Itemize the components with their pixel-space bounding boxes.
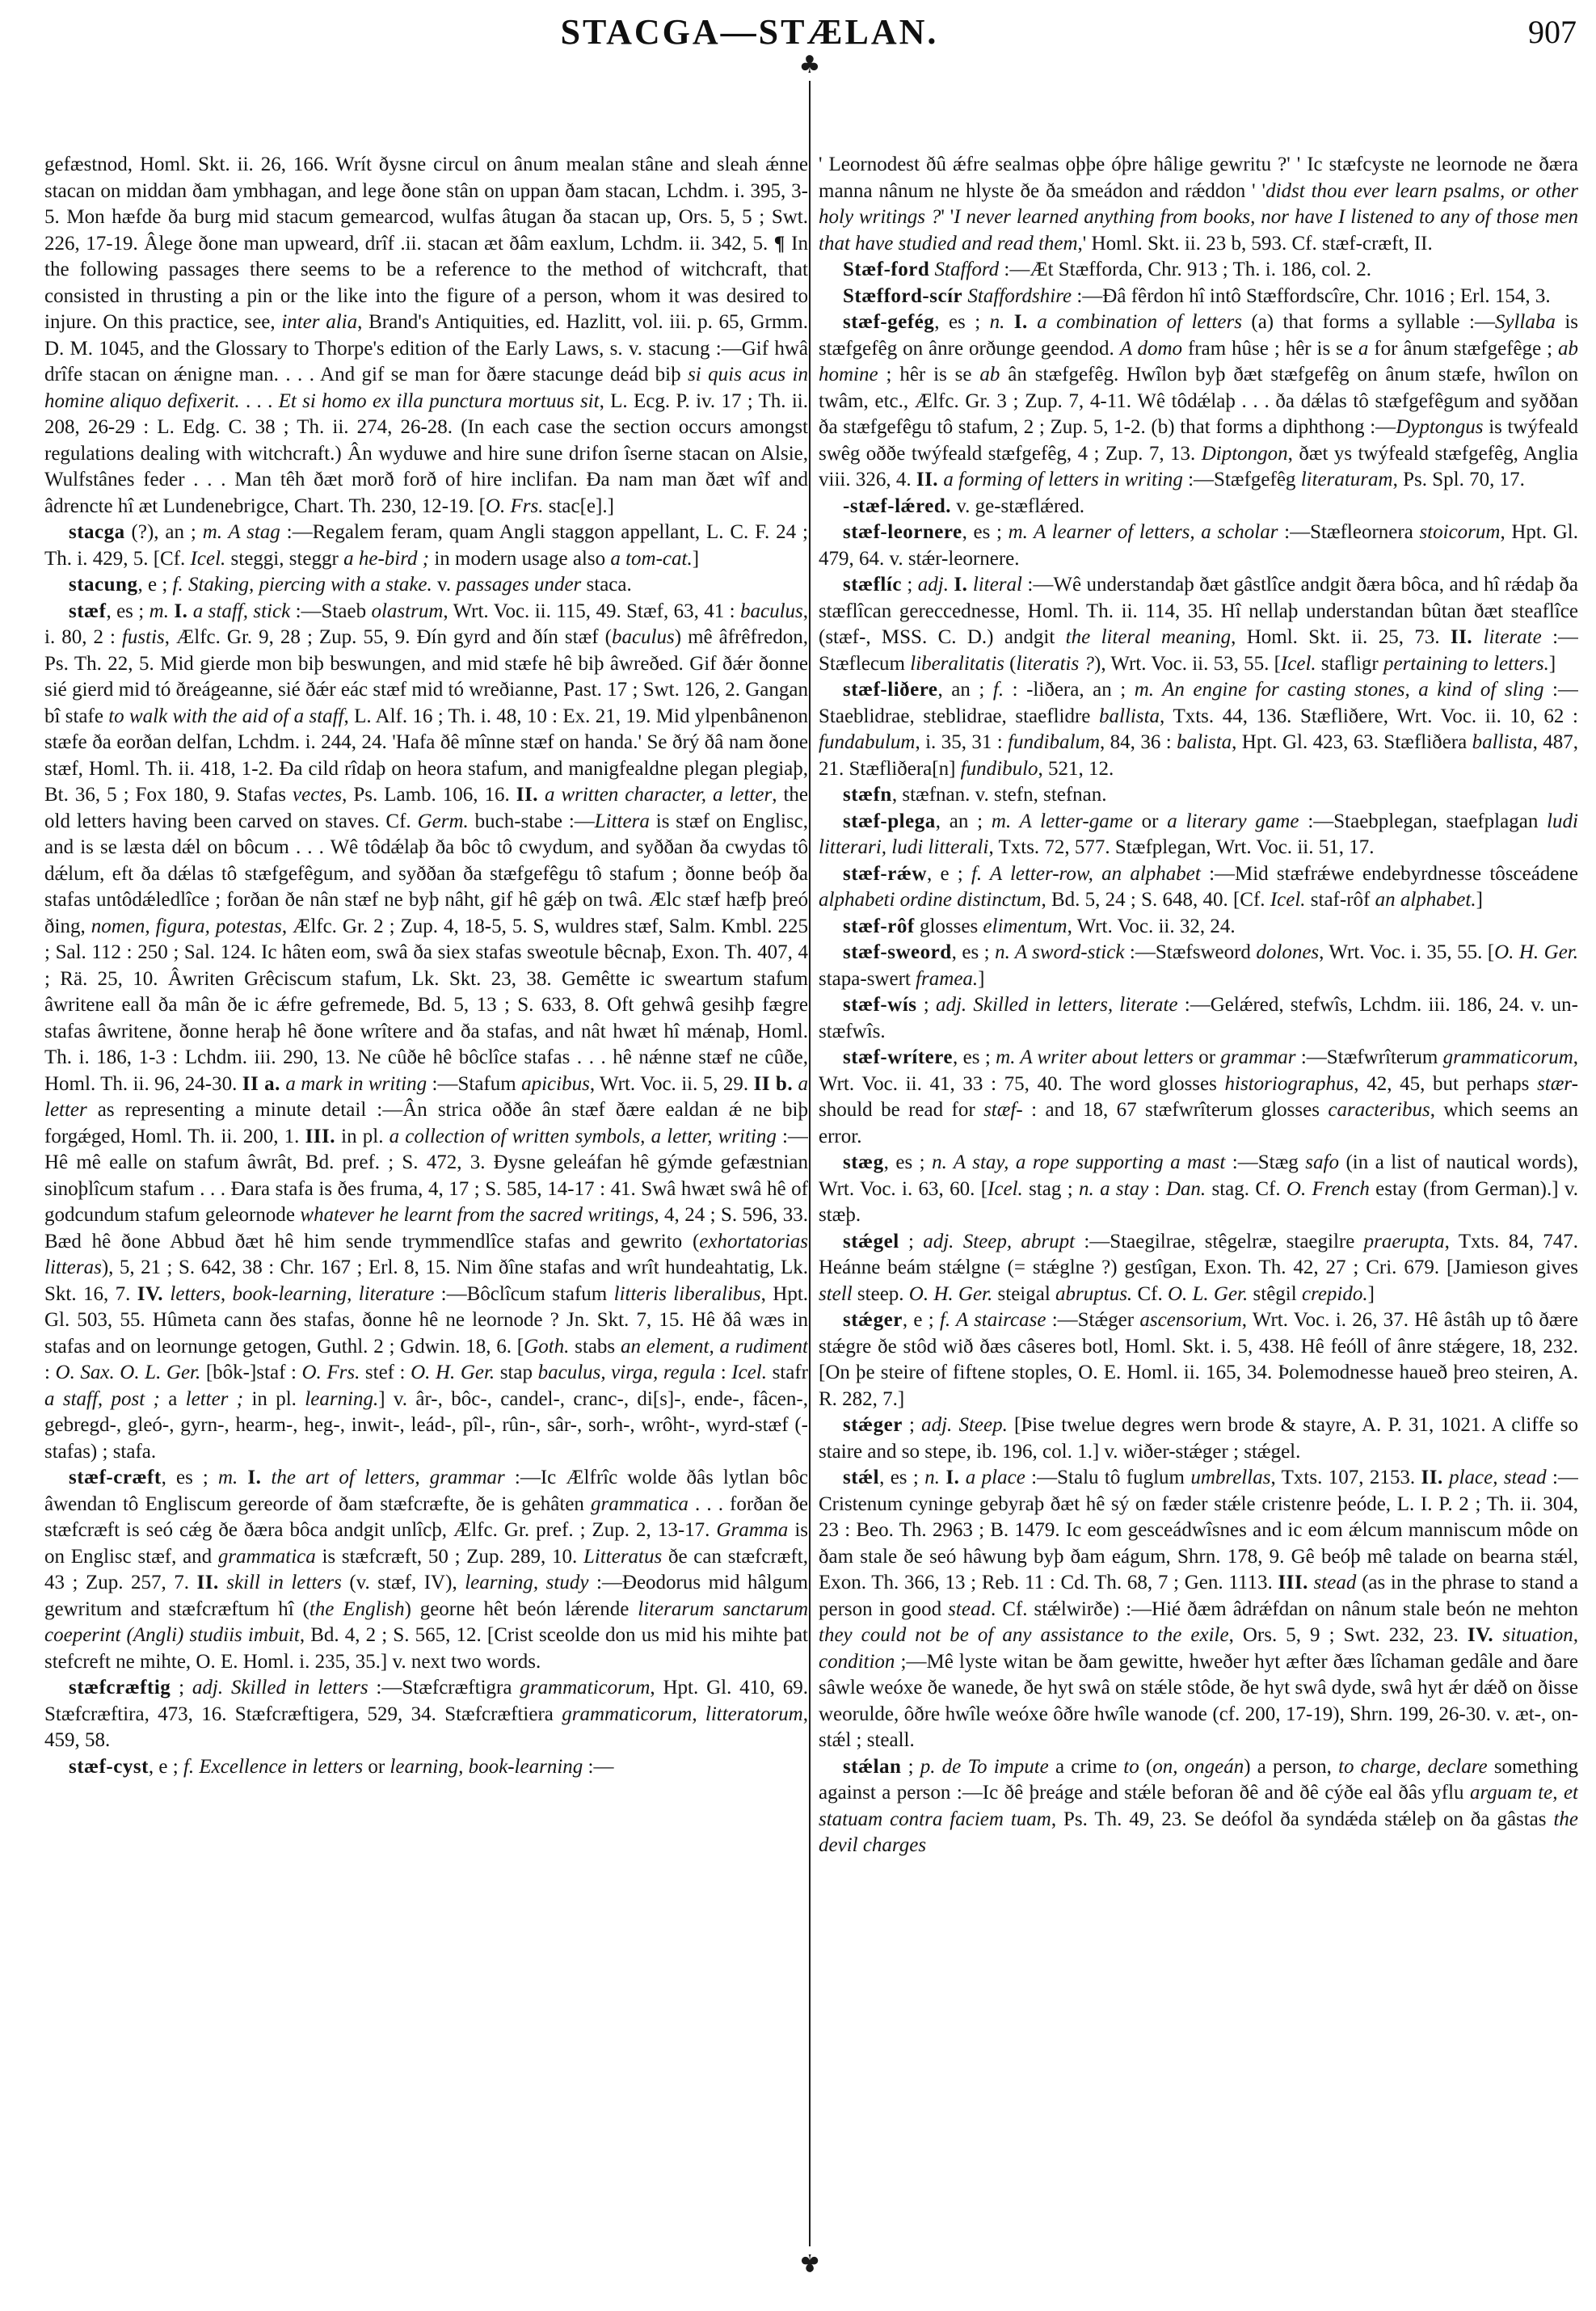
italic-run: on, ongeán	[1152, 1755, 1244, 1778]
italic-run: m. An engine for casting stones, a kind of sling	[1134, 679, 1544, 701]
italic-run: I never learned anything from books, nor have I listened to any of those men that have studied and read them	[819, 206, 1578, 255]
dictionary-entry: stæf-wrítere, es ; m. A writer about letters or grammar :—Stæfwrîterum grammaticorum, Wrt. Voc. ii. 41, 33 : 75, 40. The word glosses historiographus, 42, 45, but perhaps stær- should be read for stæf- : and 18, 67 stæfwrîterum glosses caracteribus, which seems an error.	[819, 1046, 1578, 1147]
italic-run: O. Frs.	[485, 495, 544, 517]
bold-run: stǽger	[843, 1414, 903, 1436]
italic-run: O. H. Ger.	[411, 1362, 495, 1383]
dictionary-entry: stæf-rǽw, e ; f. A letter-row, an alphabet :—Mid stæfrǽwe endebyrdnesse tôsceádene alphabeti ordine distinctum, Bd. 5, 24 ; S. 648, 40. [Cf. Icel. staf-rôf an alphabet.]	[819, 862, 1578, 911]
dictionary-entry: stǽger, e ; f. A staircase :—Stǽger ascensorium, Wrt. Voc. i. 26, 37. Hê âstâh up tô ðære stǽgre ðe stôd wið ðæs câseres botl, Homl. Skt. i. 5, 438. Hê feóll of ânre stǽgere, 18, 232. [On þe steire of fiftene stoples, O. E. Homl. ii. 165, 34. Þolemodnesse haueð þreo steiren, A. R. 282, 7.]	[819, 1309, 1578, 1410]
dictionary-entry: stǽlan ; p. de To impute a crime to (on, ongeán) a person, to charge, declare something against a person :—Ic ðê þreáge and stǽle beforan ðê and ðê cýðe eal ðâs yflu arguam te, et statuam contra faciem tuam, Ps. Th. 49, 23. Se deófol ða syndǽda stǽleþ on ða gâstas the devil charges	[819, 1755, 1578, 1856]
italic-run: f.	[992, 679, 1004, 701]
italic-run: Et si homo ex illa punctura mortuus sit	[278, 389, 600, 412]
dictionary-entry: Stæf-ford Stafford :—Æt Stæfforda, Chr. 913 ; Th. i. 186, col. 2.	[843, 259, 1372, 280]
bold-run: stæf	[69, 600, 107, 622]
italic-run: a staff, post ;	[44, 1387, 160, 1410]
italic-run: to charge, declare	[1338, 1755, 1488, 1778]
italic-run: a letter	[44, 1072, 808, 1121]
dictionary-entry: stǽger ; adj. Steep. [Þise twelue degres wern brode & stayre, A. P. 31, 1021. A cliffe so staire and so stepe, ib. 196, col. 1.] v. wiðer-stǽger ; stǽgel.	[819, 1414, 1578, 1463]
bold-run: I.	[954, 574, 968, 596]
italic-run: O. L. Ger.	[1167, 1282, 1249, 1305]
italic-run: a he-bird ;	[343, 547, 430, 570]
italic-run: stær-	[1537, 1072, 1578, 1095]
italic-run: Icel.	[1270, 889, 1306, 911]
italic-run: literatis ?	[1016, 652, 1094, 675]
italic-run: baculus, virga, regula	[537, 1362, 716, 1383]
italic-run: Dan.	[1165, 1177, 1206, 1200]
italic-run: vectes	[293, 784, 343, 806]
italic-run: m.	[217, 1467, 238, 1488]
italic-run: learning, study	[465, 1572, 589, 1593]
italic-run: passages under	[456, 574, 582, 596]
italic-run: Stafford	[934, 259, 1000, 280]
italic-run: n.	[989, 311, 1005, 333]
italic-run: baculus	[739, 600, 803, 622]
bold-run: IV.	[1467, 1624, 1494, 1646]
italic-run: ludi litterari, ludi litterali	[819, 810, 1578, 858]
bold-run: stæfn	[843, 784, 892, 806]
bold-run: stæf-plega	[843, 810, 936, 832]
italic-run: caracteribus	[1328, 1099, 1430, 1121]
bold-run: stæf-leornere	[843, 521, 962, 543]
italic-run: a written character, a letter	[544, 784, 773, 806]
dictionary-entry: stæg, es ; n. A stay, a rope supporting a mast :—Stæg safo (in a list of nautical words), Wrt. Voc. i. 63, 60. [Icel. stag ; n. a stay : Dan. stag. Cf. O. French estay (from German).] v. stæþ.	[819, 1151, 1578, 1226]
italic-run: literaturam	[1300, 469, 1393, 490]
bold-run: stǽgel	[843, 1230, 899, 1252]
italic-run: grammaticorum, litteratorum	[562, 1703, 803, 1725]
dictionary-entry: stæf-leornere, es ; m. A learner of letters, a scholar :—Stæfleornera stoicorum, Hpt. Gl. 479, 64. v. stǽr-leornere.	[819, 521, 1578, 570]
bold-run: Stæfford-scír	[843, 284, 963, 307]
italic-run: stead	[1313, 1572, 1357, 1593]
dictionary-entry: stæflíc ; adj. I. literal :—Wê understandaþ ðæt gâstlîce andgit ðæra bôca, and hî rǽdaþ ða stæflîcan gereccednesse, Homl. Th. ii. 114, 35. Hî nellaþ understandan bûtan ðæt steaflîce (stæf-, MSS. C. D.) andgit the literal meaning, Homl. Skt. ii. 25, 73. II. literate :—Stæflecum liberalitatis (literatis ?), Wrt. Voc. ii. 53, 55. [Icel. stafligr pertaining to letters.]	[819, 574, 1578, 675]
italic-run: adj. Skilled in letters, literate	[935, 994, 1178, 1016]
italic-run: dolones	[1256, 941, 1320, 963]
dictionary-entry: stæf-plega, an ; m. A letter-game or a literary game :—Staebplegan, staefplagan ludi litterari, ludi litterali, Txts. 72, 577. Stæfplegan, Wrt. Voc. ii. 51, 17.	[819, 810, 1578, 858]
dictionary-entry: stæfcræftig ; adj. Skilled in letters :—Stæfcræftigra grammaticorum, Hpt. Gl. 410, 69. Stæfcræftira, 473, 16. Stæfcræftigera, 529, 34. Stæfcræftiera grammaticorum, litteratorum, 459, 58.	[44, 1677, 808, 1751]
bold-run: stacung	[69, 574, 138, 596]
italic-run: stead	[948, 1597, 991, 1620]
italic-run: crepido.	[1301, 1282, 1368, 1305]
italic-run: ballista	[1099, 705, 1160, 727]
italic-run: apicibus	[521, 1072, 590, 1095]
italic-run: place, stead	[1449, 1467, 1547, 1488]
italic-run: literate	[1483, 626, 1542, 648]
bold-run: II.	[196, 1572, 219, 1593]
bold-run: I.	[945, 1467, 960, 1488]
bold-run: stæf-sweord	[843, 941, 952, 963]
italic-run: Goth.	[524, 1335, 570, 1358]
bold-run: stǽger	[843, 1309, 903, 1331]
italic-run: n.	[924, 1467, 940, 1488]
bold-run: III.	[305, 1125, 336, 1147]
dictionary-entry: stacung, e ; f. Staking, piercing with a stake. v. passages under staca.	[69, 574, 632, 596]
italic-run: fundabulum	[819, 731, 916, 753]
italic-run: a combination of letters	[1037, 311, 1242, 333]
italic-run: olastrum	[371, 600, 444, 622]
italic-run: liberalitatis	[910, 652, 1004, 675]
italic-run: balista	[1177, 731, 1232, 753]
italic-run: literal	[972, 574, 1022, 596]
italic-run: Dyptongus	[1396, 416, 1484, 438]
italic-run: Staffordshire	[967, 284, 1072, 307]
italic-run: grammaticorum	[520, 1677, 651, 1699]
italic-run: grammaticorum	[1442, 1046, 1573, 1068]
italic-run: to	[1123, 1755, 1139, 1778]
trefoil-ornament-top: ♣	[798, 51, 821, 79]
italic-run: Gramma	[716, 1519, 789, 1541]
italic-run: exhortatorias litteras	[44, 1230, 808, 1278]
italic-run: O. Sax. O. L. Ger.	[55, 1362, 201, 1383]
bold-run: stæf-gefég	[843, 311, 935, 333]
italic-run: f. Staking, piercing with a stake.	[172, 574, 432, 596]
italic-run: the devil charges	[819, 1808, 1578, 1856]
italic-run: m. A letter-game	[991, 810, 1133, 832]
italic-run: Diptongon	[1201, 442, 1288, 465]
italic-run: the art of letters, grammar	[271, 1467, 505, 1488]
italic-run: f. A letter-row, an alphabet	[971, 862, 1201, 885]
italic-run: safo	[1305, 1151, 1339, 1173]
italic-run: m. A writer about letters	[996, 1046, 1194, 1068]
italic-run: ab homine	[819, 337, 1578, 385]
italic-run: ballista	[1472, 731, 1533, 753]
italic-run: to walk with the aid of a staff	[108, 705, 344, 727]
italic-run: skill in letters	[226, 1572, 342, 1593]
italic-run: umbrellas	[1190, 1467, 1271, 1488]
bold-run: stæg	[843, 1151, 884, 1173]
dictionary-entry: stǽgel ; adj. Steep, abrupt :—Staegilrae, stêgelræ, staegilre praerupta, Txts. 84, 747. Heánne beám stǽlgne (= stǽglne ?) gestîgan, Exon. Th. 42, 27 ; Cri. 679. [Jamieson gives stell steep. O. H. Ger. steigal abruptus. Cf. O. L. Ger. stêgil crepido.]	[819, 1230, 1578, 1305]
italic-run: m.	[149, 600, 169, 622]
italic-run: n. A stay, a rope supporting a mast	[932, 1151, 1226, 1173]
italic-run: Littera	[594, 810, 650, 832]
italic-run: Icel.	[190, 547, 226, 570]
italic-run: Litteratus	[583, 1545, 663, 1568]
bold-run: stǽlan	[843, 1755, 902, 1778]
bold-run: I.	[1013, 311, 1028, 333]
italic-run: arguam te, et statuam contra faciem tuam	[819, 1782, 1578, 1830]
bold-run: stǽl	[843, 1467, 880, 1488]
italic-run: Icel.	[987, 1177, 1023, 1200]
italic-run: literarum sanctarum coeperint (Angli) studiis imbuit	[44, 1597, 808, 1646]
bold-run: stæf-liðere	[843, 679, 938, 701]
italic-run: inter alia	[281, 311, 358, 333]
italic-run: fustis	[121, 626, 165, 648]
italic-run: they could not be of any assistance to the exile	[819, 1624, 1229, 1646]
bold-run: II.	[1450, 626, 1473, 648]
italic-run: ab	[979, 364, 1000, 385]
bold-run: I.	[247, 1467, 262, 1488]
bold-run: -stæf-lǽred.	[843, 495, 951, 517]
dictionary-entry: stæf-wís ; adj. Skilled in letters, literate :—Gelǽred, stefwîs, Lchdm. iii. 186, 24. v. un-stæfwîs.	[819, 994, 1578, 1042]
italic-run: alphabeti ordine distinctum	[819, 889, 1042, 911]
italic-run: historiographus	[1224, 1072, 1354, 1095]
bold-run: stæflíc	[843, 574, 902, 596]
dictionary-entry: stacga (?), an ; m. A stag :—Regalem feram, quam Angli staggon appellant, L. C. F. 24 ; Th. i. 429, 5. [Cf. Icel. steggi, steggr a he-bird ; in modern usage also a tom-cat.]	[44, 521, 808, 570]
italic-run: grammar	[1220, 1046, 1296, 1068]
italic-run: baculus	[611, 626, 675, 648]
italic-run: a tom-cat.	[610, 547, 693, 570]
bold-run: II.	[516, 784, 538, 806]
bold-run: stacga	[69, 521, 125, 543]
italic-run: n. a stay	[1079, 1177, 1149, 1200]
dictionary-entry: stæf-gefég, es ; n. I. a combination of letters (a) that forms a syllable :—Syllaba is stæfgefêg on ânre orðunge geendod. A domo fram hûse ; hêr is se a for ânum stæfgefêge ; ab homine ; hêr is se ab ân stæfgefêg. Hwîlon byþ ðæt stæfgefêg on ânum stæfe, hwîlon on twâm, etc., Ælfc. Gr. 3 ; Zup. 7, 4-11. Wê tôdǽlaþ . . . ða dǽlas tô stæfgefêgum and syððan ða stæfgefêgu tô stafum, 2 ; Zup. 5, 1-2. (b) that forms a diphthong :—Dyptongus is twýfeald swêg oððe twýfeald stæfgefêg, 4 ; Zup. 7, 13. Diptongon, ðæt ys twýfeald stæfgefêg, Anglia viii. 326, 4. II. a forming of letters in writing :—Stæfgefêg literaturam, Ps. Spl. 70, 17.	[819, 311, 1578, 490]
italic-run: O. H. Ger.	[908, 1282, 993, 1305]
dictionary-entry: ' Leornodest ðû ǽfre sealmas oþþe óþre hâlige gewritu ?' ' Ic stæfcyste ne leornode ne ðæra manna nânum ne hlyste ðe ða smeádon and rǽddon ' 'didst thou ever learn psalms, or other holy writings ?' 'I never learned anything from books, nor have I listened to any of those men that have studied and read them,' Homl. Skt. ii. 23 b, 593. Cf. stæf-cræft, II.	[819, 154, 1578, 255]
bold-run: II b.	[753, 1072, 794, 1095]
bold-run: stæf-wís	[843, 994, 917, 1016]
italic-run: adj. Steep, abrupt	[923, 1230, 1076, 1252]
italic-run: stoicorum	[1419, 521, 1501, 543]
italic-run: ascensorium	[1139, 1309, 1242, 1331]
bold-run: II.	[916, 469, 939, 490]
page-number: 907	[1528, 14, 1577, 50]
dictionary-entry: stæf-cyst, e ; f. Excellence in letters or learning, book-learning :—	[69, 1755, 614, 1778]
italic-run: adj. Skilled in letters	[192, 1677, 368, 1699]
italic-run: adj. Steep.	[921, 1414, 1008, 1436]
italic-run: the literal meaning	[1065, 626, 1232, 648]
dictionary-entry: stæf-liðere, an ; f. : -liðera, an ; m. An engine for casting stones, a kind of sling :—Staeblidrae, steblidrae, staeflidre ballista, Txts. 44, 136. Stæfliðere, Wrt. Voc. ii. 10, 62 : fundabulum, i. 35, 31 : fundibalum, 84, 36 : balista, Hpt. Gl. 423, 63. Stæfliðera ballista, 487, 21. Stæfliðera[n] fundibulo, 521, 12.	[819, 679, 1578, 780]
italic-run: whatever he learnt from the sacred writings	[300, 1204, 655, 1226]
dictionary-entry: Stæfford-scír Staffordshire :—Ðâ fêrdon hî intô Stæffordscîre, Chr. 1016 ; Erl. 154, 3.	[843, 284, 1551, 307]
bold-run: stæf-rǽw	[843, 862, 927, 885]
right-column	[819, 152, 1578, 2301]
italic-run: O. French	[1286, 1177, 1370, 1200]
italic-run: a collection of written symbols, a letter, writing	[389, 1125, 777, 1147]
trefoil-ornament-bottom: ♣	[798, 2248, 821, 2276]
italic-run: letter ;	[185, 1387, 244, 1410]
italic-run: adj.	[917, 574, 949, 596]
italic-run: pertaining to letters.	[1383, 652, 1549, 675]
dictionary-entry: gefæstnod, Homl. Skt. ii. 26, 166. Wrít ðysne circul on ânum mealan stâne and sleah ǽnne stacan on middan ðam ymbhagan, and lege ðone stân on uppan ðam stacan, Lchdm. i. 395, 3-5. Mon hæfde ða burg mid stacum gemearcod, wulfas âtugan ða stacan up, Ors. 5, 5 ; Swt. 226, 17-19. Âlege ðone man upweard, drîf .ii. stacan æt ðâm eaxlum, Lchdm. ii. 342, 5. ¶ In the following passages there seems to be a reference to the method of witchcraft, that consisted in thrusting a pin or the like into the figure of a person, whom it was desired to injure. On this practice, see, inter alia, Brand's Antiquities, ed. Hazlitt, vol. iii. p. 65, Grmm. D. M. 1045, and the Glossary to Thorpe's edition of the Early Laws, s. v. stacung :—Gif hwâ drîfe stacan on ǽnigne man. . . . And gif se man for ðære stacunge deád biþ si quis acus in homine aliquo defixerit. . . . Et si homo ex illa punctura mortuus sit, L. Ecg. P. iv. 17 ; Th. ii. 208, 26-29 : L. Edg. C. 38 ; Th. ii. 274, 26-28. (In each case the section occurs amongst regulations dealing with witchcraft.) Ân wyduwe and hire sune drifon îserne stacan on Alsie, Wulfstânes feder . . . Man têh ðæt morð forð of hire inclifan. Ða nam man ðæt wîf and âdrencte hî æt Lundenebrigce, Chart. Th. 230, 12-19. [O. Frs. stac[e].]	[44, 154, 808, 517]
italic-run: Icel.	[731, 1362, 767, 1383]
italic-run: p. de To impute	[920, 1755, 1049, 1778]
italic-run: f. A staircase	[939, 1309, 1046, 1331]
bold-run: stæf-cyst	[69, 1755, 149, 1778]
bold-run: stæf-rôf	[843, 915, 915, 937]
italic-run: the English	[309, 1597, 405, 1620]
italic-run: Germ.	[417, 810, 469, 832]
italic-run: fundibulo	[960, 757, 1038, 780]
italic-run: stæf-	[983, 1099, 1023, 1121]
italic-run: a	[1358, 337, 1369, 360]
italic-run: situation, condition	[819, 1624, 1578, 1673]
dictionary-entry: stæf, es ; m. I. a staff, stick :—Staeb olastrum, Wrt. Voc. ii. 115, 49. Stæf, 63, 41 : baculus, i. 80, 2 : fustis, Ælfc. Gr. 9, 28 ; Zup. 55, 9. Ðín gyrd and ðín stæf (baculus) mê âfrêfredon, Ps. Th. 22, 5. Mid gierde mon biþ beswungen, and mid stæfe hê biþ âwreðed. Gif ðǽr ðonne sié gierd mid tó ðreágeanne, sié ðǽr eác stæf mid tó wreðianne, Past. 17 ; Swt. 126, 2. Gangan bî stafe to walk with the aid of a staff, L. Alf. 16 ; Th. i. 48, 10 : Ex. 21, 19. Mid ylpenbânenon stæfe ða eorðan delfan, Lchdm. i. 244, 24. 'Hafa ðê mînne stæf on handa.' Se ðrý ðâ nam ðone stæf, Homl. Th. ii. 418, 1-2. Ða cild rîdaþ on heora stafum, and manigfealdne plegan plegiaþ, Bt. 36, 5 ; Fox 180, 9. Stafas vectes, Ps. Lamb. 106, 16. II. a written character, a letter, the old letters having been carved on staves. Cf. Germ. buch-stabe :—Littera is stæf on Englisc, and is se læsta dǽl on bôcum . . . Wê tôdǽlaþ ða bôc tô cwydum, and syððan ða cwydas tô dǽlum, eft ða dǽlas tô stæfgefêgum, and syððan ða stæfgefêgu tô stafum ; ðonne beóþ ða stafas untôdǽledlîce ; forðan ðe nân stæf ne byþ nâht, gif hê gǽþ on twâ. Ælc stæf hæfþ þreó ðing, nomen, figura, potestas, Ælfc. Gr. 2 ; Zup. 4, 18-5, 5. S, wuldres stæf, Salm. Kmbl. 225 ; Sal. 112 : 250 ; Sal. 124. Ic hâten eom, swâ ða siex stafas sweotule bêcnaþ, Exon. Th. 407, 4 ; Rä. 25, 10. Âwriten Grêciscum stafum, Lk. Skt. 23, 38. Gemêtte ic sweartum stafum âwritene eall ða mân ðe ic ǽfre gefremede, Bd. 5, 13 ; S. 633, 8. Oft gehwâ gesihþ fægre stafas âwritene, ðonne heraþ hê ðone wrîtere and ða stafas, and nât hwæt hî mǽnaþ, Homl. Th. i. 186, 1-3 : Lchdm. iii. 290, 13. Ne cûðe hê bôclîce stafas . . . hê nǽnne stæf ne cûðe, Homl. Th. ii. 96, 24-30. II a. a mark in writing :—Stafum apicibus, Wrt. Voc. ii. 5, 29. II b. a letter as representing a minute detail :—Ân strica oððe ân stæf ðære ealdan ǽ ne biþ forgǽged, Homl. Th. ii. 200, 1. III. in pl. a collection of written symbols, a letter, writing :—Hê mê ealle on stafum âwrât, Bd. pref. ; S. 472, 3. Ðysne geleáfan hê gýmde gefæstnian sinoþlîcum stafum . . . Ðara stafa is ðes fruma, 4, 17 ; S. 585, 14-17 : 41. Swâ hwæt swâ hê of godcundum stafum geleornode whatever he learnt from the sacred writings, 4, 24 ; S. 596, 33. Bæd hê ðone Abbud ðæt hê him sende trymmendlîce stafas and gewrito (exhortatorias litteras), 5, 21 ; S. 642, 38 : Chr. 167 ; Erl. 8, 15. Nim ðîne stafas and wrît hundeahtatig, Lk. Skt. 16, 7. IV. letters, book-learning, literature :—Bôclîcum stafum litteris liberalibus, Hpt. Gl. 503, 55. Hûmeta cann ðes stafas, ðonne hê ne leornode ? Jn. Skt. 7, 15. Hê ðâ wæs in stafas and on leornunge getogen, Guthl. 2 ; Gdwin. 18, 6. [Goth. stabs an element, a rudiment : O. Sax. O. L. Ger. [bôk-]staf : O. Frs. stef : O. H. Ger. stap baculus, virga, regula : Icel. stafr a staff, post ; a letter ; in pl. learning.] v. âr-, bôc-, candel-, cranc-, di[s]-, ende-, fâcen-, gebregd-, gleó-, gyrn-, hearm-, heg-, inwit-, leád-, pîl-, rûn-, sâr-, sorh-, wrôht-, wyrd-stæf (-stafas) ; stafa.	[44, 600, 808, 1463]
italic-run: litteris liberalibus	[613, 1282, 761, 1305]
dictionary-entry: stæf-rôf glosses elimentum, Wrt. Voc. ii. 32, 24.	[843, 915, 1236, 937]
page-header	[0, 11, 1596, 60]
bold-run: ¶	[773, 232, 785, 255]
italic-run: grammatica	[217, 1545, 316, 1568]
italic-run: elimentum	[983, 915, 1068, 937]
italic-run: a staff, stick	[192, 600, 291, 622]
italic-run: framea.	[916, 967, 979, 990]
italic-run: si quis acus in homine aliquo defixerit.	[44, 364, 808, 412]
left-column	[44, 152, 808, 2301]
bold-run: stæf-cræft	[69, 1467, 162, 1488]
bold-run: IV.	[137, 1282, 164, 1305]
bold-run: I.	[174, 600, 188, 622]
italic-run: O. H. Ger.	[1494, 941, 1578, 963]
bold-run: II a.	[242, 1072, 280, 1095]
italic-run: letters, book-learning, literature	[170, 1282, 435, 1305]
italic-run: a place	[965, 1467, 1025, 1488]
italic-run: learning.	[305, 1387, 379, 1410]
italic-run: Syllaba	[1494, 311, 1556, 333]
italic-run: Icel.	[1280, 652, 1316, 675]
italic-run: n. A sword-stick	[995, 941, 1125, 963]
italic-run: stell	[819, 1282, 853, 1305]
dictionary-entry: stæf-sweord, es ; n. A sword-stick :—Stæfsweord dolones, Wrt. Voc. i. 35, 55. [O. H. Ger. stapa-swert framea.]	[819, 941, 1578, 990]
italic-run: m. A learner of letters, a scholar	[1008, 521, 1278, 543]
italic-run: a forming of letters in writing	[943, 469, 1183, 490]
italic-run: O. Frs.	[301, 1362, 360, 1383]
dictionary-entry: stǽl, es ; n. I. a place :—Stalu tô fuglum umbrellas, Txts. 107, 2153. II. place, stead :—Cristenum cyninge gebyraþ ðæt hê sý on fæder stǽle cristenre þeóde, L. I. P. 2 ; Th. ii. 304, 23 : Beo. Th. 2963 ; B. 1479. Ic eom gesceádwîsnes and ic eom ǽlcum manniscum môde on ðam stale ðe seó hâwung byþ ðam eágum, Shrn. 178, 9. Gê beóþ mê talade on bearna stǽl, Exon. Th. 366, 13 ; Reb. 11 : Cd. Th. 68, 7 ; Gen. 1113. III. stead (as in the phrase to stand a person in good stead. Cf. stǽlwirðe) :—Hié ðæm âdrǽfdan on nânum stale beón ne mehton they could not be of any assistance to the exile, Ors. 5, 9 ; Swt. 232, 23. IV. situation, condition ;—Mê lyste witan be ðam gewitte, hweðer hyt æfter ðæs lîchaman gedâle and ðare sâwle weóxe ðe wanede, ðe hyt swâ on stǽle stôde, ðe hyt swâ dyde, swâ hyt ǽr dǽð on ðisse weorulde, ôðre hwîle weóxe ôðre hwîle wanode (cf. 200, 17-19), Shrn. 199, 26-30. v. æt-, on-stǽl ; steall.	[819, 1467, 1578, 1751]
italic-run: f. Excellence in letters	[183, 1755, 364, 1778]
italic-run: a mark in writing	[285, 1072, 427, 1095]
italic-run: didst thou ever learn psalms, or other holy writings ?	[819, 179, 1578, 228]
italic-run: grammatica	[591, 1492, 689, 1515]
dictionary-entry: -stæf-lǽred. v. ge-stæflǽred.	[843, 495, 1084, 517]
column-divider-rule	[809, 81, 811, 2246]
italic-run: m. A stag	[202, 521, 280, 543]
page-title: STACGA—STÆLAN.	[560, 12, 939, 52]
italic-run: nomen, figura, potestas	[91, 915, 282, 937]
bold-run: II.	[1421, 1467, 1443, 1488]
italic-run: abruptus.	[1055, 1282, 1133, 1305]
italic-run: learning, book-learning	[390, 1755, 583, 1778]
bold-run: III.	[1278, 1572, 1308, 1593]
bold-run: stæfcræftig	[69, 1677, 171, 1699]
italic-run: an element, a rudiment	[620, 1335, 808, 1358]
italic-run: A domo	[1119, 337, 1183, 360]
bold-run: Stæf-ford	[843, 259, 930, 280]
italic-run: a literary game	[1167, 810, 1299, 832]
italic-run: praerupta	[1363, 1230, 1445, 1252]
dictionary-entry: stæf-cræft, es ; m. I. the art of letters, grammar :—Ic Ælfrîc wolde ðâs lytlan bôc âwendan tô Engliscum gereorde of ðam stæfcræfte, ðe is gehâten grammatica . . . forðan ðe stæfcræft is seó cǽg ðe ðæra bôca andgit unlîcþ, Ælfc. Gr. pref. ; Zup. 2, 13-17. Gramma is on Englisc stæf, and grammatica is stæfcræft, 50 ; Zup. 289, 10. Litteratus ðe can stæfcræft, 43 ; Zup. 257, 7. II. skill in letters (v. stæf, IV), learning, study :—Ðeodorus mid hâlgum gewritum and stæfcræftum hî (the English) georne hêt beón lǽrende literarum sanctarum coeperint (Angli) studiis imbuit, Bd. 4, 2 ; S. 565, 12. [Crist sceolde don us mid his mihte þat stefcreft ne mihte, O. E. Homl. i. 235, 35.] v. next two words.	[44, 1467, 808, 1673]
dictionary-entry: stæfn, stæfnan. v. stefn, stefnan.	[843, 784, 1107, 806]
italic-run: fundibalum	[1008, 731, 1101, 753]
italic-run: an alphabet.	[1375, 889, 1476, 911]
bold-run: stæf-wrítere	[843, 1046, 954, 1068]
